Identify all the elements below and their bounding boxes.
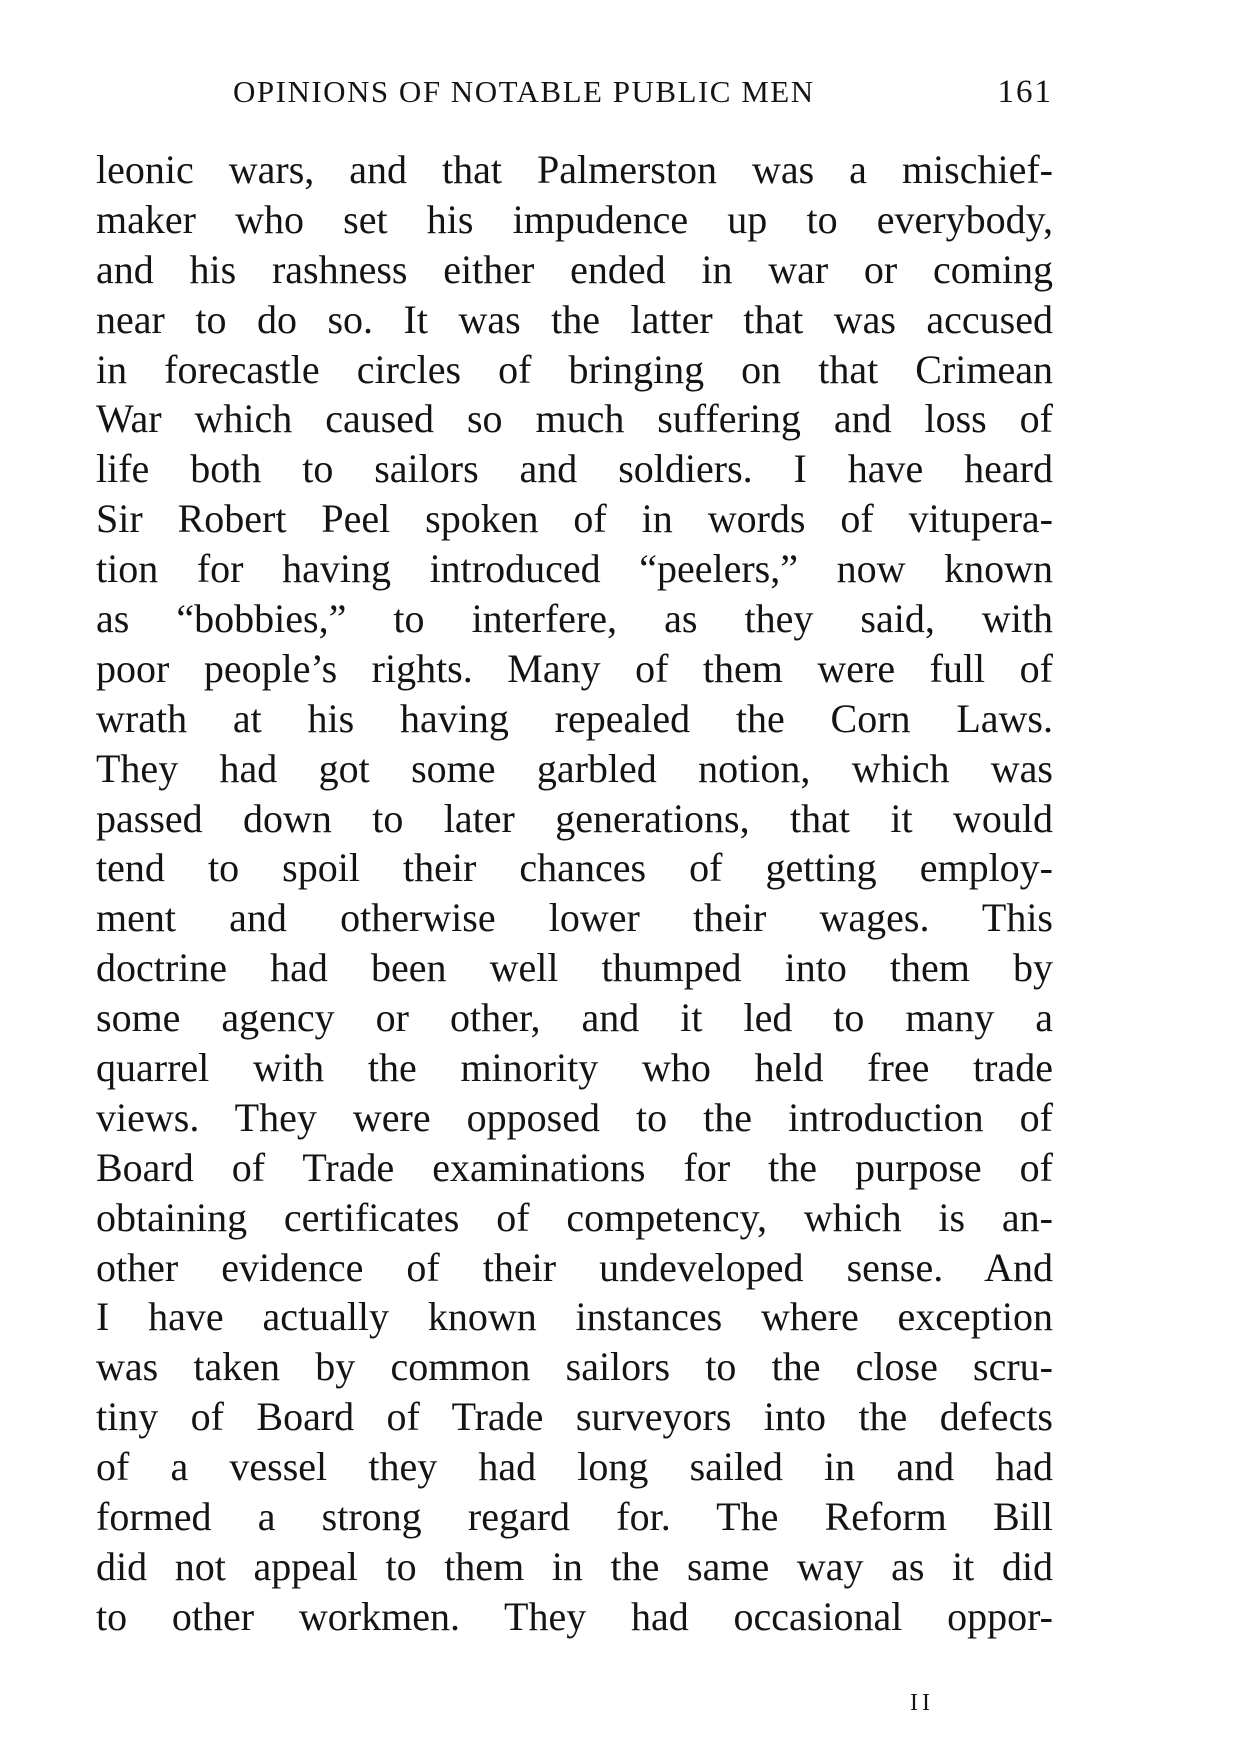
text-line: tion for having introduced “peelers,” now known [96, 546, 1053, 592]
text-line: I have actually known instances where exception [96, 1294, 1053, 1340]
text-line: of a vessel they had long sailed in and had [96, 1444, 1053, 1490]
signature-mark: II [910, 1690, 934, 1716]
text-line: leonic wars, and that Palmerston was a mischief- [96, 147, 1053, 192]
text-line: Board of Trade examinations for the purpose of [96, 1144, 1053, 1190]
text-line: did not appeal to them in the same way as it did [96, 1543, 1053, 1589]
text-line: tiny of Board of Trade surveyors into the defects [96, 1394, 1053, 1440]
text-line: tend to spoil their chances of getting employ- [96, 845, 1053, 891]
text-line: obtaining certificates of competency, which is an- [96, 1194, 1053, 1240]
text-line: ment and otherwise lower their wages. This [96, 895, 1053, 941]
text-line: wrath at his having repealed the Corn Laws. [96, 695, 1053, 741]
text-line: near to do so. It was the latter that was accused [96, 296, 1053, 342]
text-line: Sir Robert Peel spoken of in words of vitupera- [96, 496, 1053, 542]
running-title: OPINIONS OF NOTABLE PUBLIC MEN [233, 74, 815, 109]
page-number: 161 [997, 74, 1053, 110]
text-line: quarrel with the minority who held free trade [96, 1045, 1053, 1091]
body-text [96, 145, 1053, 1642]
text-line: was taken by common sailors to the close scru- [96, 1344, 1053, 1390]
text-line: life both to sailors and soldiers. I have heard [96, 446, 1053, 492]
text-line: passed down to later generations, that it would [96, 795, 1053, 841]
text-line: to other workmen. They had occasional oppor- [96, 1593, 1053, 1639]
text-line: some agency or other, and it led to many a [96, 995, 1053, 1041]
text-line: poor people’s rights. Many of them were full of [96, 645, 1053, 691]
text-line: views. They were opposed to the introduction of [96, 1094, 1053, 1140]
running-head [233, 74, 1053, 122]
text-line: as “bobbies,” to interfere, as they said, with [96, 596, 1053, 642]
text-line: They had got some garbled notion, which was [96, 745, 1053, 791]
text-line: formed a strong regard for. The Reform Bill [96, 1494, 1053, 1540]
text-line: other evidence of their undeveloped sense. And [96, 1244, 1053, 1290]
text-line: in forecastle circles of bringing on that Crimean [96, 346, 1053, 392]
text-line: and his rashness either ended in war or coming [96, 246, 1053, 292]
text-line: doctrine had been well thumped into them by [96, 945, 1053, 991]
text-line: War which caused so much suffering and loss of [96, 396, 1053, 442]
text-line: maker who set his impudence up to everybody, [96, 196, 1053, 242]
